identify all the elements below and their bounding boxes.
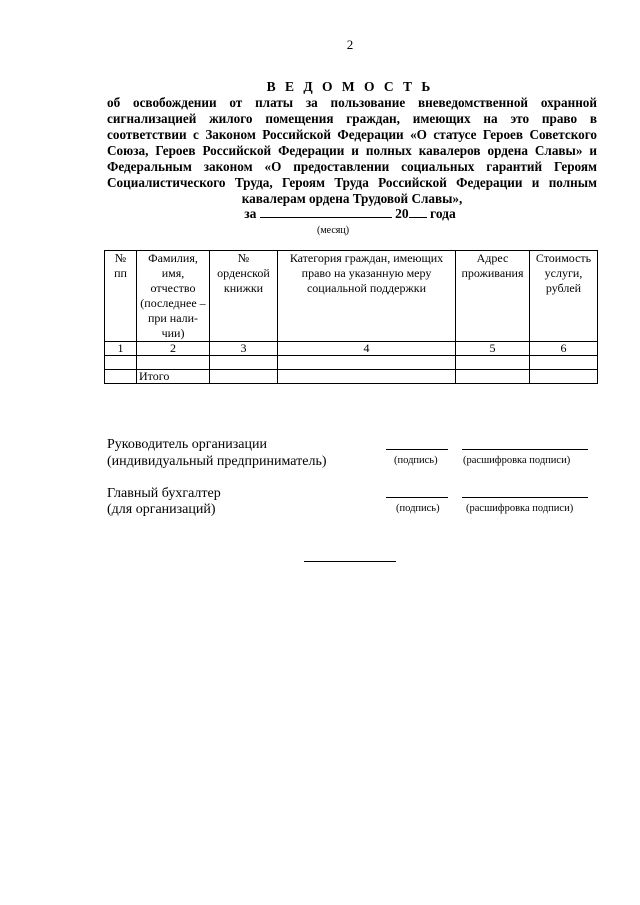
table-row bbox=[105, 356, 598, 370]
month-hint: (месяц) bbox=[317, 225, 350, 236]
head-title: Руководитель организации bbox=[107, 437, 267, 452]
head-decoding-hint: (расшифровка подписи) bbox=[463, 455, 571, 466]
column-number: 4 bbox=[278, 342, 456, 356]
column-numbers-row bbox=[105, 342, 598, 356]
header-order-book: № орденской книжки bbox=[210, 251, 278, 342]
header-address: Адрес проживания bbox=[456, 251, 530, 342]
empty-cell bbox=[530, 370, 598, 384]
accountant-signature-hint: (подпись) bbox=[396, 503, 440, 514]
header-category: Категория граждан, имеющих право на указанную меру социальной поддержки bbox=[278, 251, 456, 342]
empty-cell bbox=[278, 356, 456, 370]
period-year-prefix: 20 bbox=[395, 206, 409, 221]
empty-cell bbox=[105, 370, 137, 384]
header-cost: Стоимость услуги, рублей bbox=[530, 251, 598, 342]
period-prefix: за bbox=[244, 206, 257, 221]
head-signature-line bbox=[386, 449, 448, 450]
column-number: 1 bbox=[105, 342, 137, 356]
accountant-subtitle: (для организаций) bbox=[107, 502, 216, 517]
empty-cell bbox=[456, 356, 530, 370]
column-number: 6 bbox=[530, 342, 598, 356]
empty-cell bbox=[210, 370, 278, 384]
empty-cell bbox=[210, 356, 278, 370]
month-blank bbox=[260, 206, 392, 218]
head-subtitle: (индивидуальный предприниматель) bbox=[107, 454, 327, 469]
end-divider bbox=[304, 561, 396, 562]
head-signature-hint: (подпись) bbox=[394, 455, 438, 466]
statement-table bbox=[104, 250, 598, 384]
empty-cell bbox=[137, 356, 210, 370]
document-title: В Е Д О М О С Т Ь bbox=[266, 79, 434, 94]
header-number: № пп bbox=[105, 251, 137, 342]
accountant-decoding-hint: (расшифровка подписи) bbox=[466, 503, 574, 514]
column-number: 3 bbox=[210, 342, 278, 356]
column-number: 5 bbox=[456, 342, 530, 356]
document-subtitle: об освобождении от платы за пользование вневедомственной охранной сигнализацией жилого помещения граждан, имеющих на это право в соответствии с Законом Российской Федерации «О статусе Героев Советского Союза, Героев Российской Федерации и полных кавалеров ордена Славы» и Федеральным законом «О предоставлении социальных гарантий Героям Социалистического Труда, Героям Труда Российской Федерации и полным кавалерам ордена Трудовой Славы», bbox=[107, 95, 597, 206]
head-decoding-line bbox=[462, 449, 588, 450]
table-header-row bbox=[105, 251, 598, 342]
period-suffix: года bbox=[430, 206, 456, 221]
total-row bbox=[105, 370, 598, 384]
accountant-decoding-line bbox=[462, 497, 588, 498]
period-line bbox=[0, 206, 640, 222]
accountant-title: Главный бухгалтер bbox=[107, 486, 221, 501]
accountant-signature-line bbox=[386, 497, 448, 498]
total-label: Итого bbox=[137, 370, 210, 384]
header-full-name: Фамилия, имя, отчество (последнее – при нали- чии) bbox=[137, 251, 210, 342]
empty-cell bbox=[456, 370, 530, 384]
empty-cell bbox=[530, 356, 598, 370]
year-blank bbox=[409, 206, 427, 218]
empty-cell bbox=[105, 356, 137, 370]
column-number: 2 bbox=[137, 342, 210, 356]
empty-cell bbox=[278, 370, 456, 384]
page-number: 2 bbox=[346, 37, 354, 52]
